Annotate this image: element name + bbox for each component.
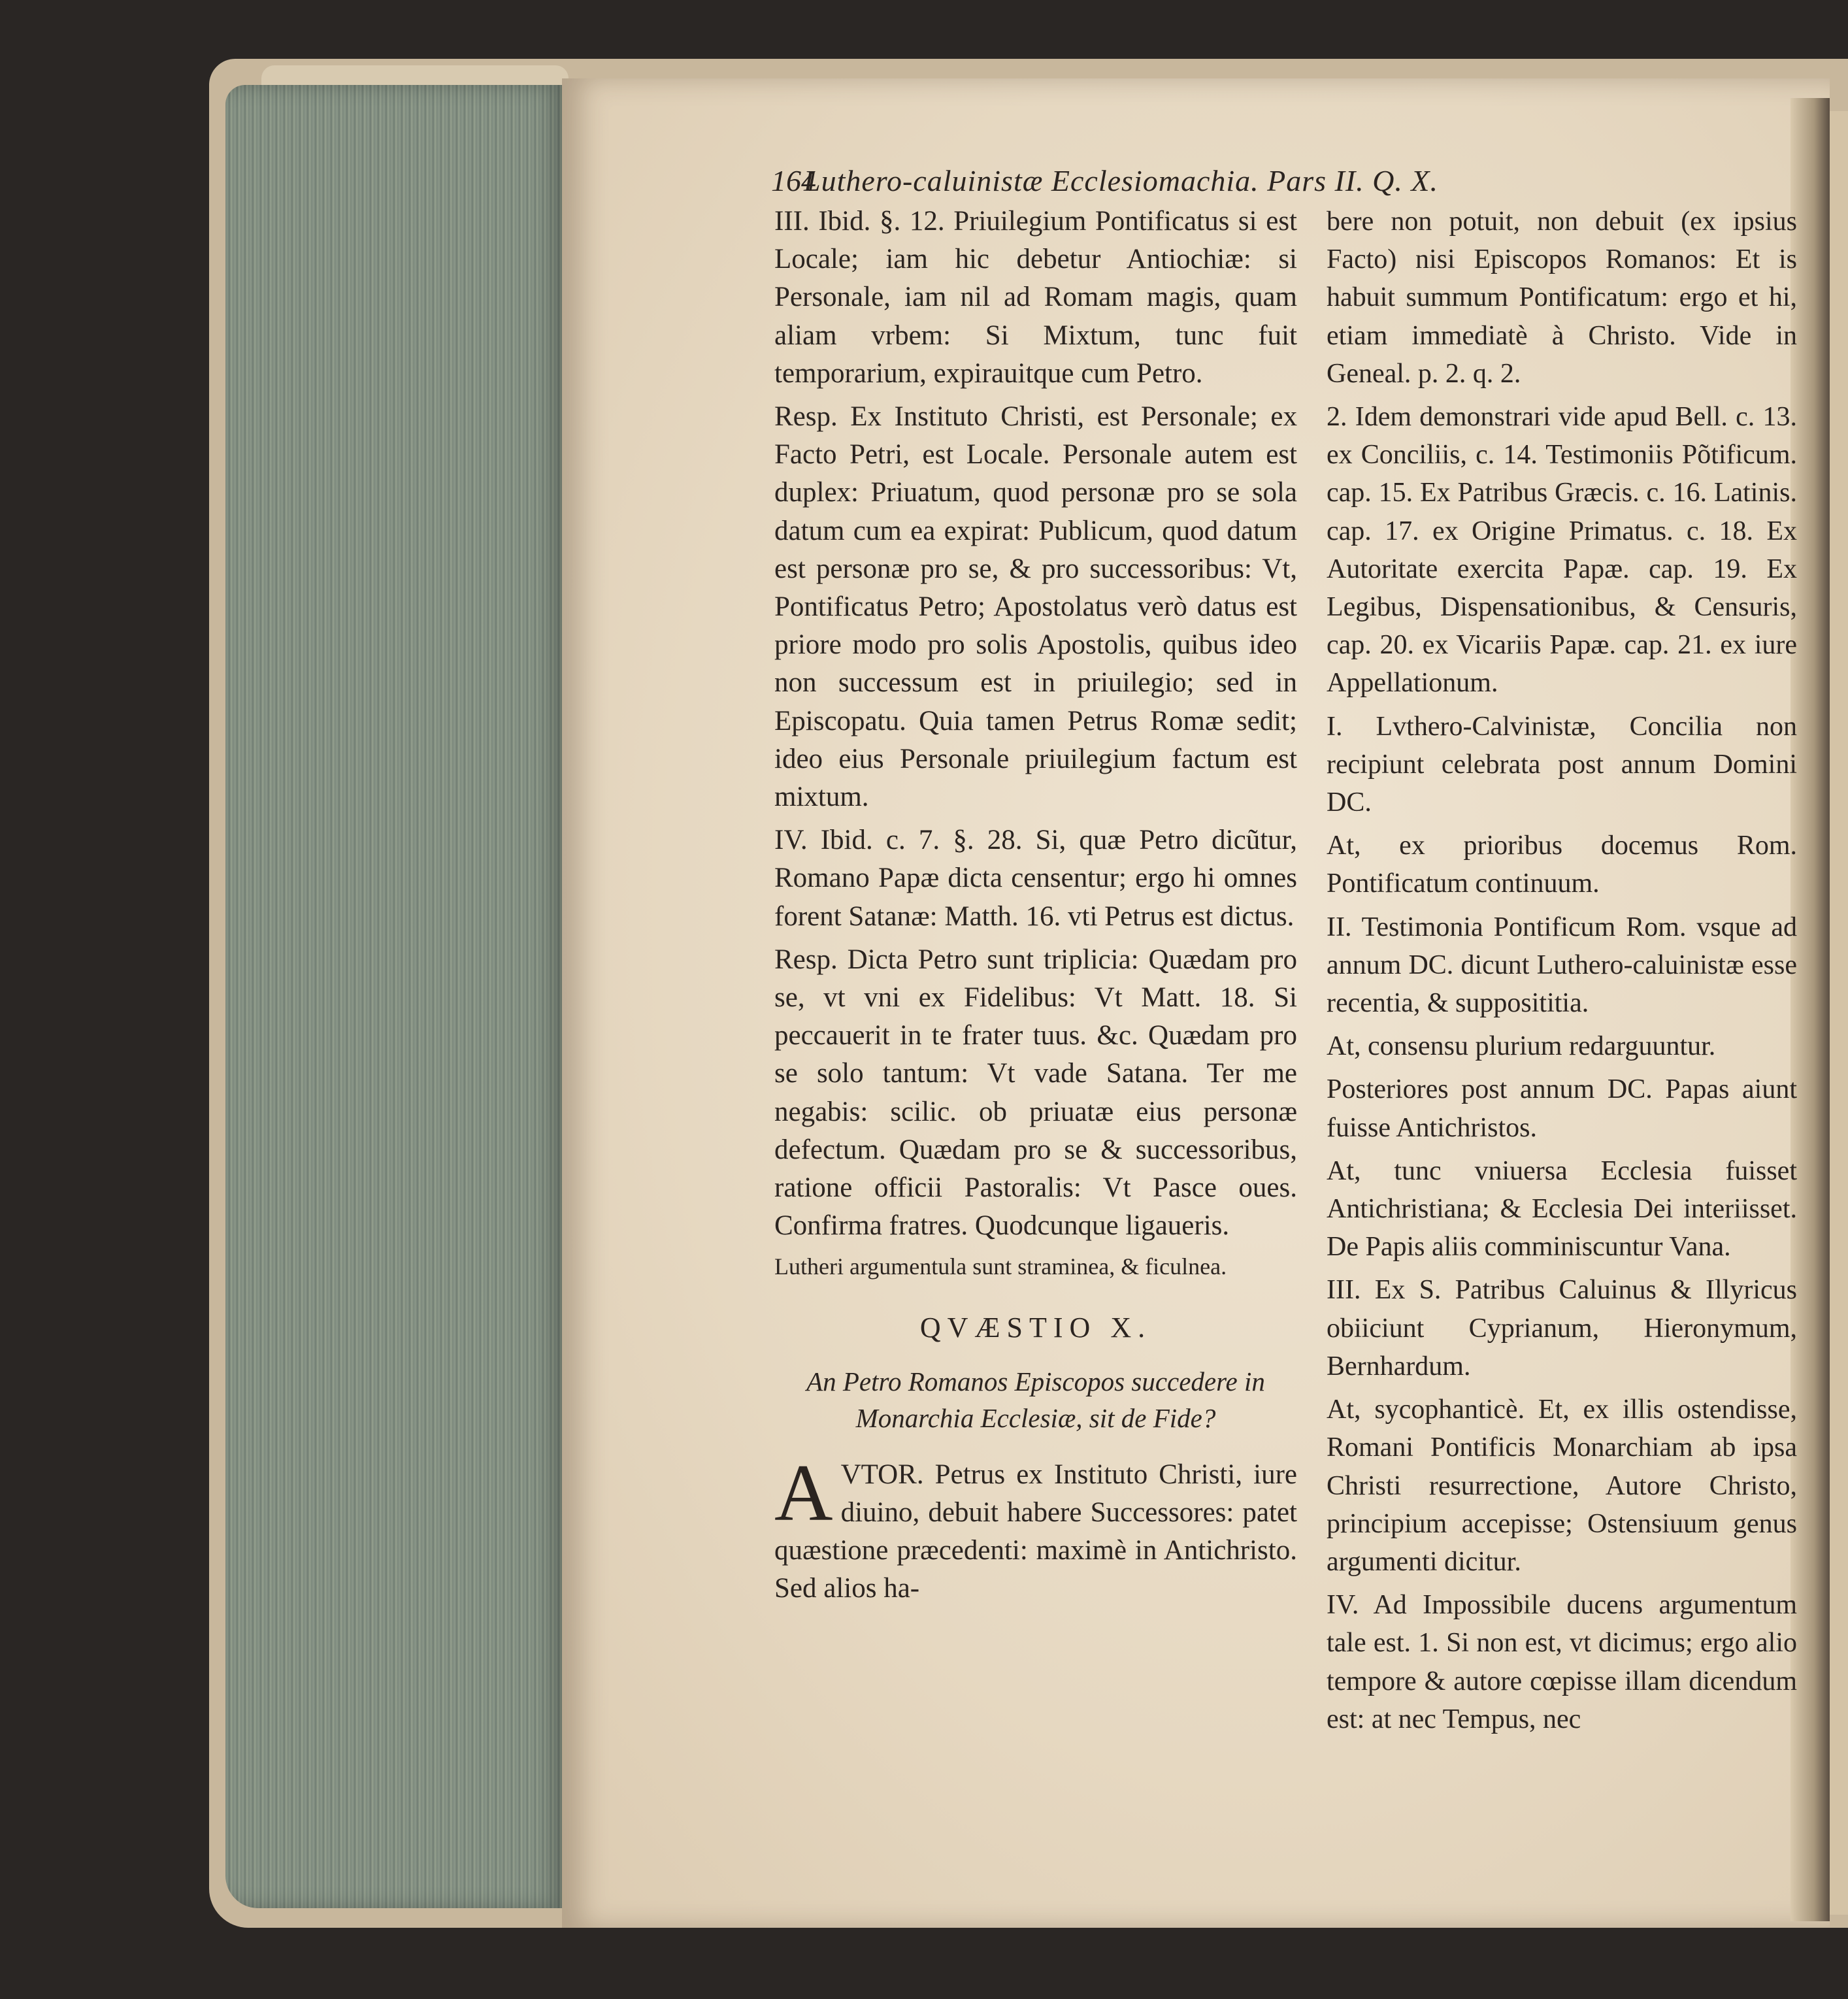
paragraph: IV. Ibid. c. 7. §. 28. Si, quæ Petro dicũtur, Romano Papæ dicta censentur; ergo hi omnes forent Satanæ: Matth. 16. vti Petrus est dictus.	[774, 825, 1297, 932]
marginal-note: Lutheri argumentula sunt straminea, & ficulnea.	[774, 1253, 1227, 1280]
facing-page-edge	[1830, 111, 1848, 1915]
final-paragraph-text: VTOR. Petrus ex Instituto Christi, iure diuino, debuit habere Successores: patet quæstione præcedenti: maximè in Antichristo. Sed alios ha-	[774, 1459, 1297, 1604]
page-fore-edge	[225, 85, 565, 1908]
paragraph: Resp. Dicta Petro sunt triplicia: Quædam pro se, vt vni ex Fidelibus: Vt Matt. 18. Si peccauerit in te frater tuus. &c. Quædam pro se solo tantum: Vt vade Satana. Ter me negabis: scilic. ob priuatæ eius personæ defectum. Quædam pro se & successoribus, ratione officii Pastoralis: Vt Pasce oues. Confirma fratres. Quodcunque ligaueris.	[774, 944, 1297, 1242]
paragraph: II. Testimonia Pontificum Rom. vsque ad annum DC. dicunt Luthero-caluinistæ esse recentia, & supposititia.	[1327, 912, 1797, 1019]
dropcap: A	[774, 1447, 833, 1538]
paragraph: I. Lvthero-Calvinistæ, Concilia non recipiunt celebrata post annum Domini DC.	[1327, 711, 1797, 818]
paragraph: III. Ibid. §. 12. Priuilegium Pontificatus si est Locale; iam hic debetur Antiochiæ: si Personale, iam nil ad Romam magis, quam aliam vrbem: Si Mixtum, tunc fuit temporarium, expirauitque cum Petro.	[774, 206, 1297, 389]
paragraph: Posteriores post annum DC. Papas aiunt fuisse Antichristos.	[1327, 1074, 1797, 1143]
paragraph: At, sycophanticè. Et, ex illis ostendisse, Romani Pontificis Monarchiam ab ipsa Christi resurrectione, Autore Christo, principium accepisse; Ostensiuum genus argumenti dicitur.	[1327, 1395, 1797, 1577]
paragraph: At, consensu plurium redarguuntur.	[1327, 1031, 1716, 1062]
paragraph: At, ex prioribus docemus Rom. Pontificatum continuum.	[1327, 831, 1797, 899]
paragraph: bere non potuit, non debuit (ex ipsius Facto) nisi Episcopos Romanos: Et is habuit summum Pontificatum: ergo et hi, etiam immediatè à Christo. Vide in Geneal. p. 2. q. 2.	[1327, 207, 1797, 389]
paragraph: IV. Ad Impossibile ducens argumentum tale est. 1. Si non est, vt dicimus; ergo alio tempore & autore cœpisse illam dicendum est: at nec Tempus, nec	[1327, 1590, 1797, 1734]
paragraph: At, tunc vniuersa Ecclesia fuisset Antichristiana; & Ecclesia Dei interiisset. De Papis aliis comminiscuntur Vana.	[1327, 1155, 1797, 1263]
paragraph: 2. Idem demonstrari vide apud Bell. c. 13. ex Conciliis, c. 14. Testimoniis Põtificum. cap. 15. Ex Patribus Græcis. c. 16. Latinis. cap. 17. ex Origine Primatus. c. 18. Ex Autoritate exercita Papæ. cap. 19. Ex Legibus, Dispensationibus, & Censuris, cap. 20. ex Vicariis Papæ. cap. 21. ex iure Appellationum.	[1327, 402, 1797, 699]
question-heading: QVÆSTIO X.	[919, 1312, 1152, 1344]
page-number: 164	[771, 164, 816, 197]
paragraph: Resp. Ex Instituto Christi, est Personale; ex Facto Petri, est Locale. Personale autem est duplex: Priuatum, quod personæ pro se sola datum cum ea expirat: Publicum, quod datum est personæ pro se, & pro successoribus: Vt, Pontificatus Petro; Apostolatus verò datus est priore modo pro solis Apostolis, quibus ideo non successum est in priuilegio; sed in Episcopatu. Quia tamen Petrus Romæ sedit; ideo eius Personale priuilegium factum est mixtum.	[774, 401, 1297, 813]
right-column	[1327, 203, 1797, 1743]
question-subtitle: An Petro Romanos Episcopos succedere in Monarchia Ecclesiæ, sit de Fide?	[806, 1366, 1265, 1433]
paragraph: III. Ex S. Patribus Caluinus & Illyricus obiiciunt Cyprianum, Hieronymum, Bernhardum.	[1327, 1275, 1797, 1381]
left-column	[774, 203, 1297, 1613]
final-paragraph	[774, 1447, 1297, 1608]
running-head: Luthero-caluinistæ Ecclesiomachia. Pars II. Q. X.	[804, 164, 1438, 197]
